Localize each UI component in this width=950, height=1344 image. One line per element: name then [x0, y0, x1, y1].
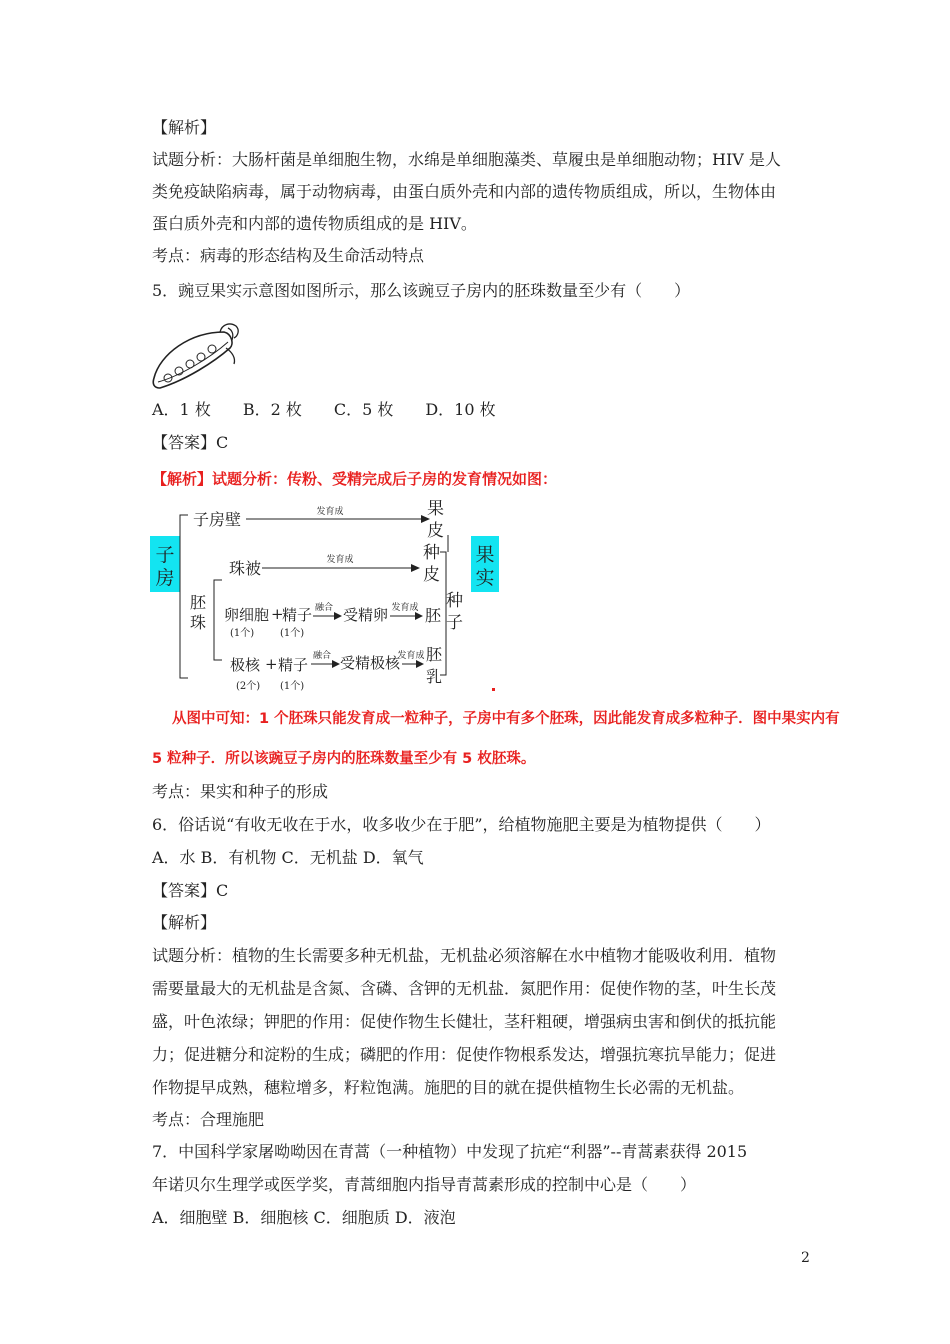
svg-text:皮: 皮: [427, 521, 444, 541]
embryo-label: 胚: [425, 606, 442, 625]
q6-analysis-line: 试题分析：植物的生长需要多种无机盐，无机盐必须溶解在水中植物才能吸收利用．植物: [152, 946, 777, 965]
ovary-development-diagram: [150, 500, 500, 696]
svg-text:+: +: [271, 605, 284, 623]
svg-text:(2个): (2个): [236, 681, 261, 692]
fertilized-polar-label: 受精极核: [340, 654, 401, 672]
page-number: 2: [801, 1250, 810, 1266]
q5-options: A．1 枚 B．2 枚 C．5 枚 D．10 枚: [152, 400, 496, 419]
svg-text:珠: 珠: [190, 613, 207, 632]
ovule-label: 胚: [190, 593, 207, 612]
q5-conclusion-line: 从图中可知：1 个胚珠只能发育成一粒种子，子房中有多个胚珠，因此能发育成多粒种子．图中果实内有: [172, 711, 840, 727]
q7-stem-line: 7．中国科学家屠呦呦因在青蒿（一种植物）中发现了抗疟“利器”--青蒿素获得 2015: [152, 1142, 748, 1161]
seed-label: 种: [446, 591, 463, 611]
q7-options: A．细胞壁 B．细胞核 C．细胞质 D．液泡: [152, 1208, 456, 1227]
svg-text:子: 子: [446, 613, 463, 633]
q5-stem: 5．豌豆果实示意图如图所示，那么该豌豆子房内的胚珠数量至少有（ ）: [152, 281, 691, 300]
egg-cell-label: 卵细胞: [224, 606, 270, 624]
pea-pod-illustration: [150, 318, 242, 392]
q5-answer: 【答案】C: [152, 433, 229, 452]
ovary-wall-label: 子房壁: [193, 510, 242, 529]
seed-coat-label: 种: [423, 543, 440, 563]
red-dot: [492, 688, 495, 691]
svg-text:发育成: 发育成: [326, 555, 354, 565]
q7-stem-line: 年诺贝尔生理学或医学奖，青蒿细胞内指导青蒿素形成的控制中心是（ ）: [152, 1175, 697, 1194]
q6-analysis-line: 力；促进糖分和淀粉的生成；磷肥的作用：促使作物根系发达，增强抗寒抗旱能力；促进: [152, 1045, 777, 1064]
svg-text:发育成: 发育成: [397, 651, 425, 661]
svg-text:+: +: [265, 655, 278, 673]
q5-kaodian: 考点：果实和种子的形成: [152, 782, 329, 801]
sperm-label-2: 精子: [278, 656, 309, 674]
zygote-label: 受精卵: [343, 606, 389, 624]
q5-conclusion-line: 5 粒种子．所以该豌豆子房内的胚珠数量至少有 5 枚胚珠。: [152, 751, 536, 767]
svg-text:发育成: 发育成: [316, 507, 344, 517]
q6-analysis-line: 作物提早成熟，穗粒增多，籽粒饱满。施肥的目的就在提供植物生长必需的无机盐。: [152, 1078, 745, 1097]
svg-text:融合: 融合: [314, 603, 334, 613]
jiexi-heading: 【解析】: [152, 118, 217, 137]
q4-analysis-line: 试题分析：大肠杆菌是单细胞生物，水绵是单细胞藻类、草履虫是单细胞动物；HIV 是人: [152, 150, 781, 169]
q6-stem: 6．俗话说“有收无收在于水，收多收少在于肥”，给植物施肥主要是为植物提供（ ）: [152, 815, 771, 834]
q6-analysis-line: 盛，叶色浓绿；钾肥的作用：促使作物生长健壮，茎秆粗硬，增强病虫害和倒伏的抵抗能: [152, 1012, 777, 1031]
q4-analysis-line: 类免疫缺陷病毒，属于动物病毒，由蛋白质外壳和内部的遗传物质组成，所以，生物体由: [152, 182, 777, 201]
svg-text:(1个): (1个): [230, 628, 255, 639]
q4-kaodian: 考点：病毒的形态结构及生命活动特点: [152, 246, 425, 265]
q6-analysis-line: 需要量最大的无机盐是含氮、含磷、含钾的无机盐．氮肥作用：促使作物的茎，叶生长茂: [152, 979, 777, 998]
q6-kaodian: 考点：合理施肥: [152, 1110, 265, 1129]
svg-text:皮: 皮: [423, 565, 440, 585]
svg-text:(1个): (1个): [280, 628, 305, 639]
svg-text:融合: 融合: [312, 651, 332, 661]
svg-text:发育成: 发育成: [391, 603, 419, 613]
q5-jiexi-red: 【解析】试题分析：传粉、受精完成后子房的发育情况如图：: [152, 470, 558, 488]
fruit-label: 果: [475, 544, 495, 566]
ovary-label: 子: [155, 544, 175, 566]
integument-label: 珠被: [229, 559, 262, 578]
sperm-label: 精子: [282, 606, 313, 624]
q6-jiexi-heading: 【解析】: [152, 913, 217, 932]
endosperm-label: 胚: [426, 645, 443, 664]
pericarp-label: 果: [427, 500, 444, 519]
q6-options: A．水 B．有机物 C．无机盐 D．氧气: [152, 848, 424, 867]
q6-answer: 【答案】C: [152, 881, 229, 900]
svg-text:乳: 乳: [426, 667, 443, 686]
polar-nuclei-label: 极核: [230, 656, 261, 674]
svg-text:房: 房: [155, 567, 175, 589]
svg-text:(1个): (1个): [280, 681, 305, 692]
q4-analysis-line: 蛋白质外壳和内部的遗传物质组成的是 HIV。: [152, 214, 477, 233]
svg-text:实: 实: [475, 567, 495, 589]
